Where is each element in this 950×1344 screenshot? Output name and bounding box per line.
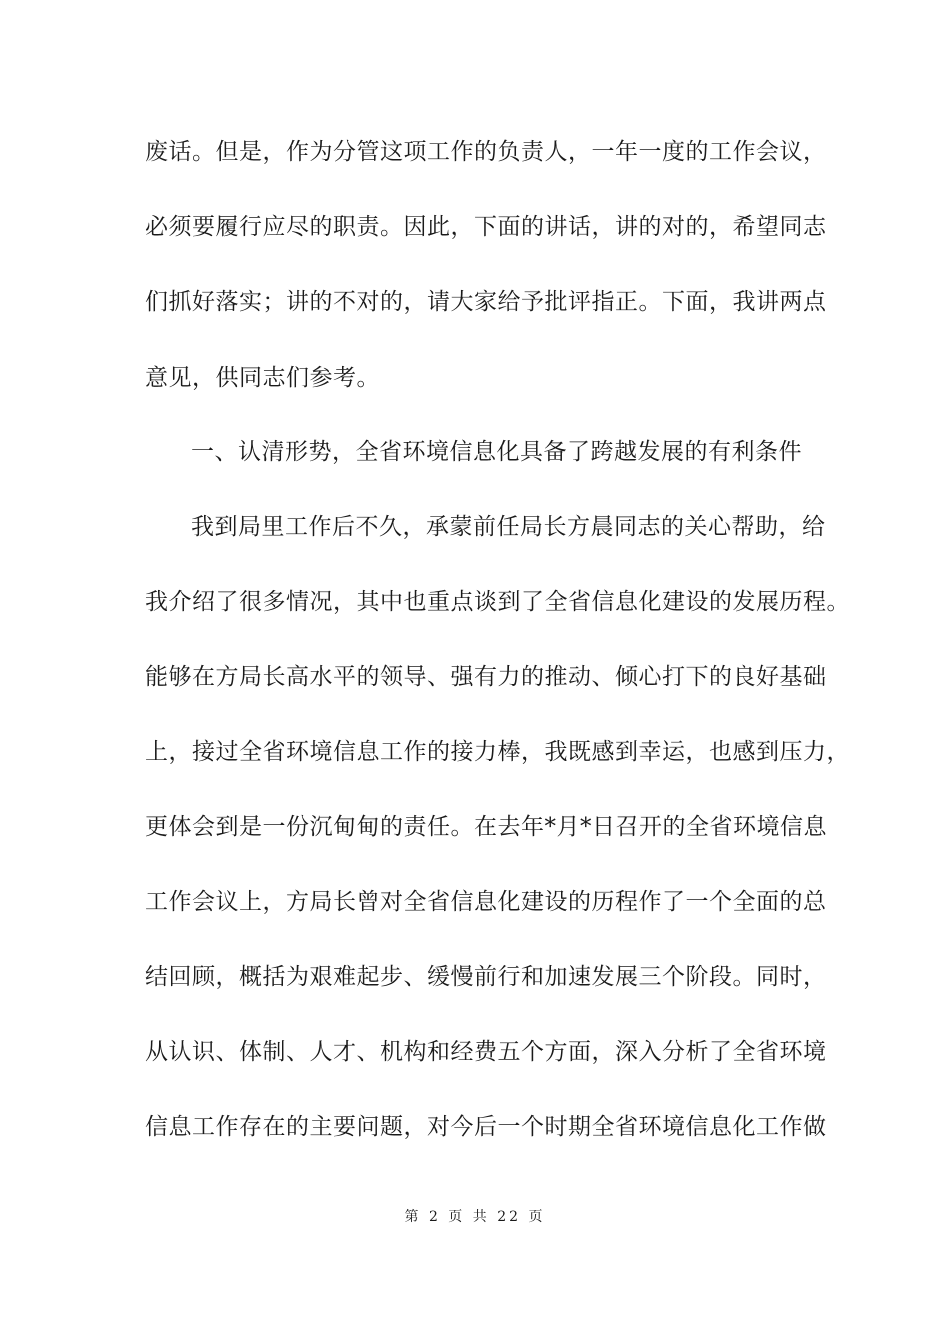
body-line: 必须要履行应尽的职责。因此，下面的讲话，讲的对的，希望同志	[145, 214, 827, 240]
body-line: 能够在方局长高水平的领导、强有力的推动、倾心打下的良好基础	[145, 664, 827, 690]
body-line: 我到局里工作后不久，承蒙前任局长方晨同志的关心帮助，给	[191, 514, 826, 540]
body-line: 信息工作存在的主要问题，对今后一个时期全省环境信息化工作做	[145, 1114, 827, 1140]
body-line: 从认识、体制、人才、机构和经费五个方面，深入分析了全省环境	[145, 1039, 827, 1065]
page-number: 第 2 页 共 22 页	[404, 1209, 546, 1225]
body-line: 更体会到是一份沉甸甸的责任。在去年*月*日召开的全省环境信息	[145, 814, 827, 840]
body-line: 们抓好落实；讲的不对的，请大家给予批评指正。下面，我讲两点	[145, 289, 827, 315]
section-heading: 一、认清形势，全省环境信息化具备了跨越发展的有利条件	[191, 439, 802, 465]
body-line: 意见，供同志们参考。	[145, 365, 380, 391]
body-line: 工作会议上，方局长曾对全省信息化建设的历程作了一个全面的总	[145, 889, 827, 915]
body-line: 我介绍了很多情况，其中也重点谈到了全省信息化建设的发展历程。	[145, 589, 850, 615]
body-line: 上，接过全省环境信息工作的接力棒，我既感到幸运，也感到压力，	[145, 739, 850, 765]
body-line: 废话。但是，作为分管这项工作的负责人，一年一度的工作会议，	[145, 139, 827, 165]
body-line: 结回顾，概括为艰难起步、缓慢前行和加速发展三个阶段。同时，	[145, 964, 827, 990]
